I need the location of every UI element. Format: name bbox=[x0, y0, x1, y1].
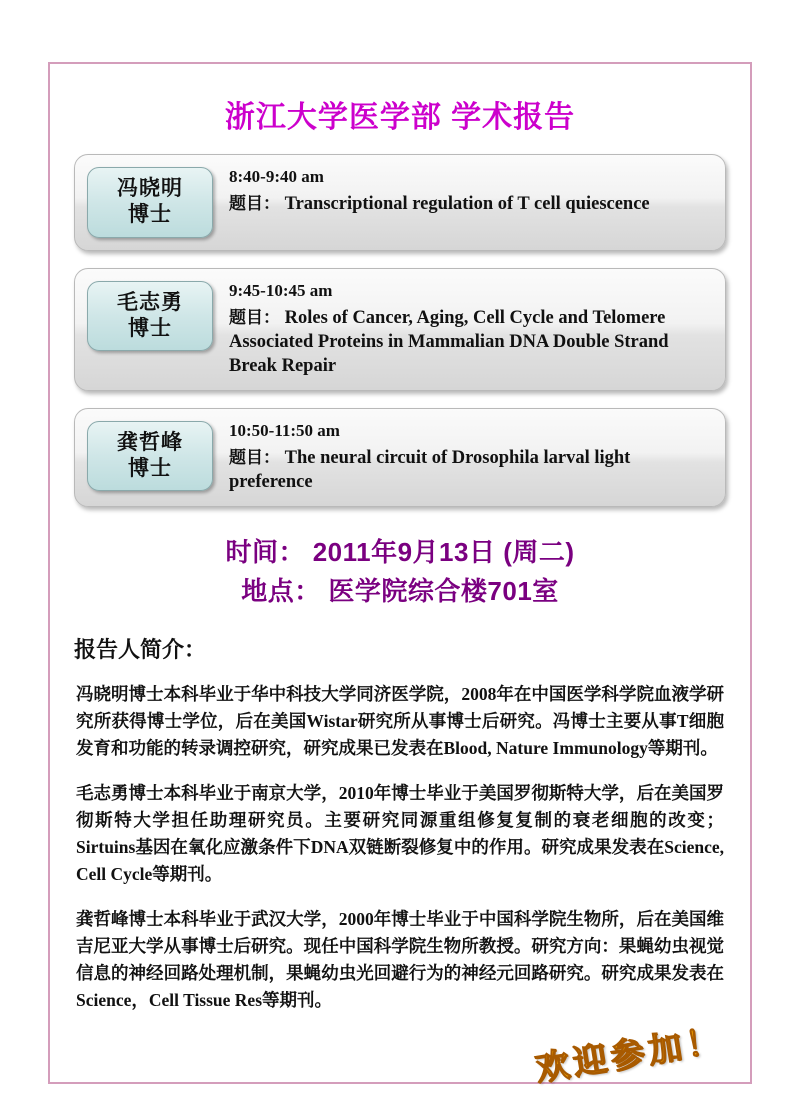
talk-title: Transcriptional regulation of T cell quiescence bbox=[284, 194, 650, 214]
speaker-degree: 博士 bbox=[128, 456, 172, 480]
speaker-name: 冯晓明 bbox=[117, 177, 183, 200]
talk-time: 9:45-10:45 am bbox=[229, 280, 333, 300]
welcome-banner: 欢迎参加！ bbox=[532, 1021, 727, 1089]
talk-body bbox=[213, 279, 713, 378]
talk-title-label: 题目： bbox=[229, 194, 280, 213]
talk-title: The neural circuit of Drosophila larval light preference bbox=[229, 447, 631, 492]
talk-title-label: 题目： bbox=[229, 447, 280, 467]
bio-heading: 报告人简介： bbox=[74, 636, 207, 662]
talk-time: 10:50-11:50 am bbox=[229, 420, 340, 440]
talk-title-label: 题目： bbox=[229, 307, 280, 327]
bio-list bbox=[50, 681, 750, 1014]
talk-time: 8:40-9:40 am bbox=[229, 167, 324, 186]
talk-title-line bbox=[229, 306, 713, 378]
event-meta bbox=[50, 533, 750, 611]
bio-paragraph: 冯晓明博士本科毕业于华中科技大学同济医学院，2008年在中国医学科学院血液学研究所获得博士学位，后在美国Wistar研究所从事博士后研究。冯博士主要从事T细胞发育和功能的转录调控研究，研究成果已发表在Blood, Nature Immunology等期刊。 bbox=[76, 684, 724, 759]
talk-title-line bbox=[229, 192, 713, 216]
talk-title-line bbox=[229, 446, 713, 494]
talk-card bbox=[74, 154, 726, 251]
event-location: 地点： 医学院综合楼701室 bbox=[241, 575, 559, 606]
talk-body bbox=[213, 419, 713, 494]
speaker-badge bbox=[87, 281, 213, 352]
talk-card bbox=[74, 408, 726, 507]
speaker-name: 龚哲峰 bbox=[117, 430, 183, 454]
bio-paragraph: 龚哲峰博士本科毕业于武汉大学，2000年博士毕业于中国科学院生物所，后在美国维吉尼亚大学从事博士后研究。现任中国科学院生物所教授。研究方向：果蝇幼虫视觉信息的神经回路处理机制，果蝇幼虫光回避行为的神经元回路研究。研究成果发表在Science，Cell Tissue Res等期刊。 bbox=[76, 909, 724, 1011]
speaker-name: 毛志勇 bbox=[117, 290, 183, 314]
speaker-badge bbox=[87, 421, 213, 492]
bio-paragraph: 毛志勇博士本科毕业于南京大学，2010年博士毕业于美国罗彻斯特大学，后在美国罗彻斯特大学担任助理研究员。主要研究同源重组修复复制的衰老细胞的改变；Sirtuins基因在氧化应激条件下DNA双链断裂修复中的作用。研究成果发表在Science, Cell Cycle等期刊。 bbox=[76, 783, 724, 885]
talk-body bbox=[213, 165, 713, 238]
page-title: 浙江大学医学部 学术报告 bbox=[224, 101, 576, 134]
talk-card bbox=[74, 268, 726, 391]
talk-title: Roles of Cancer, Aging, Cell Cycle and Telomere Associated Proteins in Mammalian DNA Double Strand Break Repair bbox=[229, 307, 669, 376]
speaker-badge bbox=[87, 167, 213, 238]
speaker-degree: 博士 bbox=[128, 203, 172, 227]
event-date: 时间： 2011年9月13日 (周二) bbox=[225, 536, 575, 567]
speaker-degree: 博士 bbox=[128, 316, 172, 340]
talk-list bbox=[50, 154, 750, 507]
poster bbox=[48, 62, 752, 1089]
